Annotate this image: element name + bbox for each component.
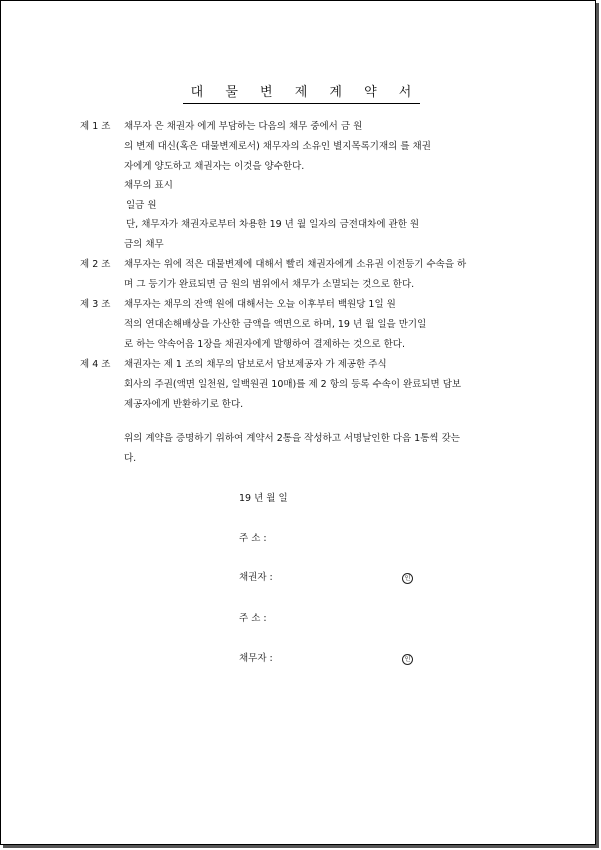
article-2-line-2: 며 그 등기가 완료되면 금 원의 범위에서 채무가 소멸되는 것으로 한다.	[124, 279, 415, 290]
closing-line-2: 다.	[124, 453, 137, 464]
article-1-line-2: 의 변제 대신(혹은 대물변제로서) 채무자의 소유인 별지목록기재의 를 채권	[124, 141, 431, 152]
article-1-line-7: 금의 채무	[124, 239, 164, 250]
article-3-line-2: 적의 연대손해배상을 가산한 금액을 액면으로 하며, 19 년 월 일을 만기일	[124, 319, 427, 330]
article-3-line-1: 채무자는 채무의 잔액 원에 대해서는 오늘 이후부터 백원당 1일 원	[124, 299, 396, 310]
article-1-line-4: 채무의 표시	[124, 180, 173, 191]
document-title: 대 물 변 제 계 약 서	[183, 85, 421, 104]
document-title-wrap	[1, 81, 601, 100]
creditor-label: 채권자 :	[239, 572, 273, 583]
article-1-line-3: 자에게 양도하고 채권자는 이것을 양수한다.	[124, 161, 305, 172]
article-4-line-3: 제공자에게 반환하기로 한다.	[124, 399, 244, 410]
article-1-line-5: 일금 원	[126, 200, 157, 211]
article-4-number: 제 4 조	[80, 359, 111, 370]
article-1-line-6: 단, 채무자가 채권자로부터 차용한 19 년 월 일자의 금전대차에 관한 원	[126, 219, 420, 230]
article-3-number: 제 3 조	[80, 299, 111, 310]
article-2-number: 제 2 조	[80, 259, 111, 270]
article-4-line-2: 회사의 주권(액면 일천원, 일백원권 10매)를 제 2 항의 등록 수속이 완료되면 담보	[124, 379, 462, 390]
article-1-number: 제 1 조	[80, 121, 111, 132]
article-4-line-1: 채권자는 제 1 조의 채무의 담보로서 담보제공자 가 제공한 주식	[124, 359, 387, 370]
closing-line-1: 위의 계약을 증명하기 위하여 계약서 2통을 작성하고 서명날인한 다음 1통씩 갖는	[124, 433, 460, 444]
article-3-line-3: 로 하는 약속어음 1장을 채권자에게 발행하여 결제하는 것으로 한다.	[124, 339, 406, 350]
article-2-line-1: 채무자는 위에 적은 대물변제에 대해서 빨리 채권자에게 소유권 이전등기 수속을 하	[124, 259, 467, 270]
creditor-seal-icon: 인	[402, 573, 413, 584]
creditor-address-label: 주 소 :	[239, 533, 267, 544]
debtor-label: 채무자 :	[239, 653, 273, 664]
debtor-seal-icon: 인	[402, 654, 413, 665]
article-1-line-1: 채무자 은 채권자 에게 부담하는 다음의 채무 중에서 금 원	[124, 121, 363, 132]
signature-date: 19 년 월 일	[239, 493, 288, 504]
debtor-address-label: 주 소 :	[239, 613, 267, 624]
